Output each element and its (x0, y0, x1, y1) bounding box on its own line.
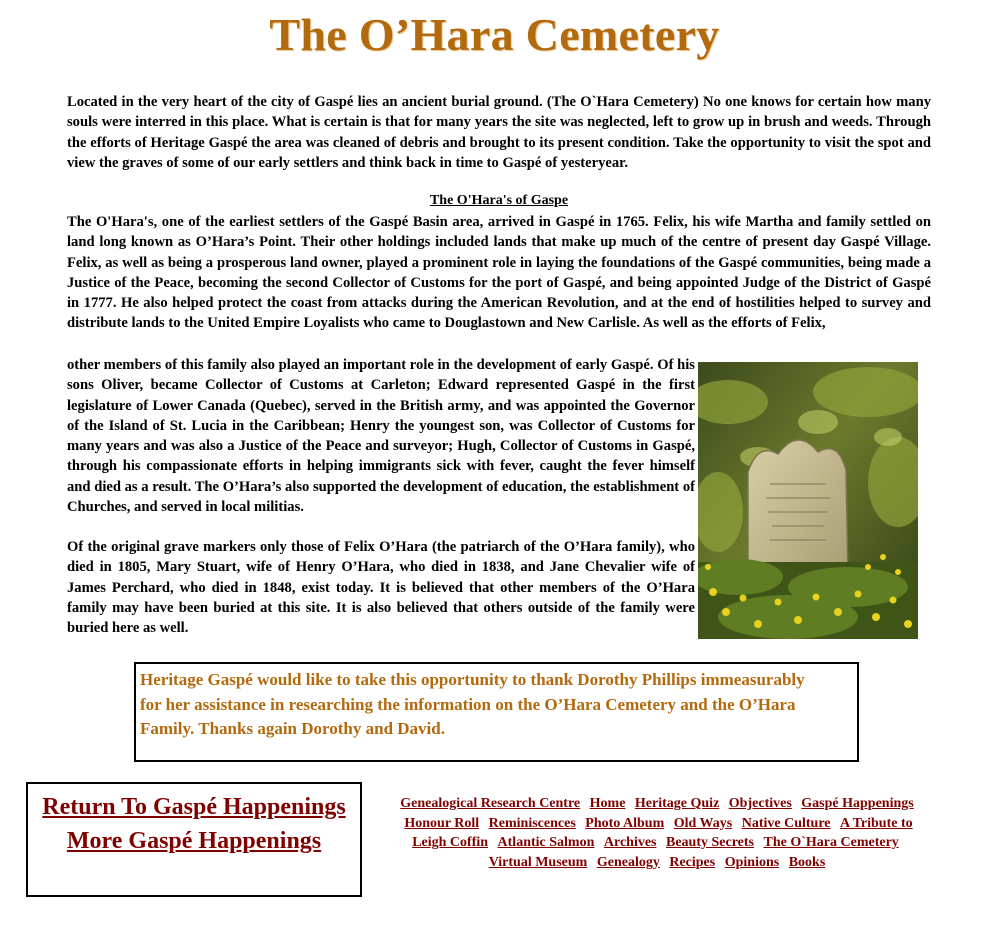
nav-link[interactable]: Objectives (728, 796, 792, 811)
nav-link[interactable]: Opinions (724, 854, 780, 870)
nav-link[interactable]: Archives (603, 835, 657, 850)
nav-link[interactable]: Reminiscences (488, 815, 576, 831)
nav-link[interactable]: Honour Roll (404, 815, 480, 831)
site-navigation (392, 794, 922, 872)
acknowledgement-box (134, 662, 859, 762)
grave-markers-paragraph: Of the original grave markers only those of Felix O’Hara (the patriarch of the O’Hara family), who died in 1805, Mary Stuart, wife of Henry O’Hara, who died in 1838, and Jane Chevalier wife of James Perchard, who died in 1848, exist today. It is believed that other members of the O’Hara family may have been buried at this site. It is also believed that others outside of the family were buried here as well. (67, 539, 695, 637)
nav-link[interactable]: Home (589, 796, 626, 811)
nav-link[interactable]: The O`Hara Cemetery (763, 835, 899, 850)
family-paragraph: other members of this family also played an important role in the development of early Gaspé. Of his sons Oliver, became Collector of Customs at Carleton; Edward represented Gaspé in the first legislature of Lower Canada (Quebec), served in the British army, and was appointed the Governor of the Island of St. Lucia in the Caribbean; Henry the youngest son, was Collector of Customs for many years and was also a Justice of the Peace and surveyor; Hugh, Collector of Customs in Gaspé, through his compassionate efforts in helping immigrants sick with fever, caught the fever himself and died as a result. The O’Hara’s also supported the development of education, the establishment of Churches, and served in local militias. (67, 357, 695, 516)
nav-link[interactable]: Genealogy (596, 854, 660, 870)
nav-link[interactable]: Heritage Quiz (634, 796, 720, 811)
section-heading: The O'Hara's of Gaspe (429, 193, 569, 208)
nav-link[interactable]: Old Ways (673, 815, 733, 831)
nav-link[interactable]: Genealogical Research Centre (400, 796, 581, 811)
acknowledgement-text: Heritage Gaspé would like to take this opportunity to thank Dorothy Phillips immeasurably for her assistance in researching the information on the O’Hara Cemetery and the O’Hara Family. Thanks again Dorothy and David. (140, 670, 805, 738)
intro-paragraph: Located in the very heart of the city of Gaspé lies an ancient burial ground. (The O`Hara Cemetery) No one knows for certain how many souls were interred in this place. What is certain is that for many years the site was neglected, left to grow up in brush and weeds. Through the efforts of Heritage Gaspé the area was cleaned of debris and brought to its present condition. Take the opportunity to visit the spot and view the graves of some of our early settlers and think back in time to Gaspé of yesteryear. (67, 94, 931, 171)
nav-link[interactable]: A Tribute to Leigh Coffin (412, 815, 913, 850)
nav-link[interactable]: Atlantic Salmon (497, 835, 595, 850)
nav-link[interactable]: Recipes (669, 854, 716, 870)
nav-link[interactable]: Virtual Museum (488, 854, 588, 870)
nav-link[interactable]: Beauty Secrets (666, 835, 754, 850)
more-happenings-link[interactable]: More Gaspé Happenings (66, 828, 322, 854)
return-links-box (26, 782, 362, 897)
nav-link[interactable]: Books (788, 854, 826, 870)
nav-link[interactable]: Photo Album (585, 815, 665, 831)
gravestone-photo (698, 362, 918, 639)
history-paragraph: The O'Hara's, one of the earliest settlers of the Gaspé Basin area, arrived in Gaspé in 1765. Felix, his wife Martha and family settled on land long known as O’Hara’s Point. Their other holdings included lands that make up much of the centre of present day Gaspé Village. Felix, as well as being a prosperous land owner, played a prominent role in laying the foundations of the Gaspé communities, being made a Justice of the Peace, becoming the second Collector of Customs for the port of Gaspé, and being appointed Judge of the District of Gaspé in 1777. He also helped protect the coast from attacks during the American Revolution, and at the end of hostilities helped to survey and distribute lands to the United Empire Loyalists who came to Douglastown and New Carlisle. As well as the efforts of Felix, (67, 214, 931, 332)
page-title: The O’Hara Cemetery (269, 9, 720, 60)
nav-link[interactable]: Native Culture (741, 815, 831, 831)
nav-link[interactable]: Gaspé Happenings (801, 796, 914, 811)
return-to-happenings-link[interactable]: Return To Gaspé Happenings (42, 794, 346, 820)
